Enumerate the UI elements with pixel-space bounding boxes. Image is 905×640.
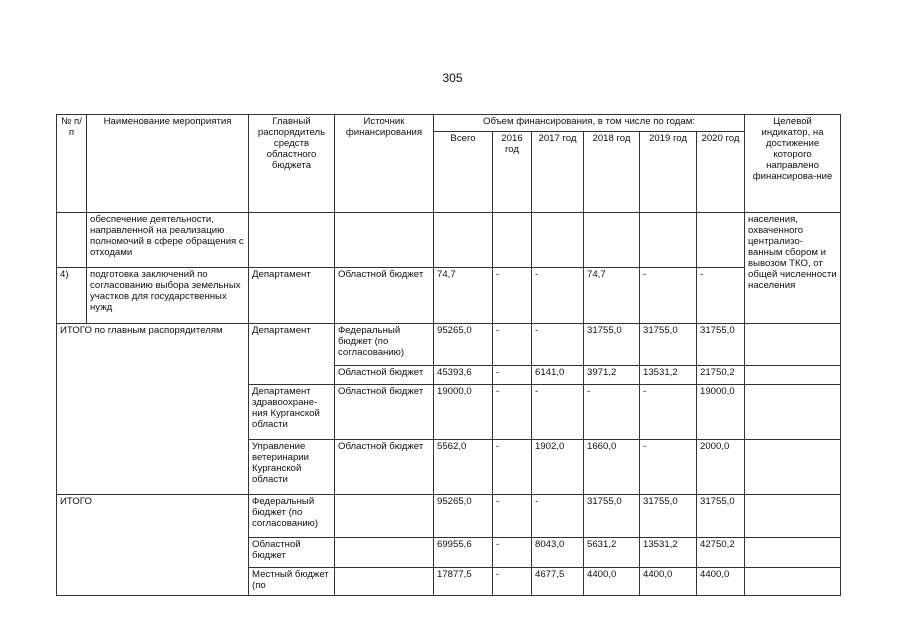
itogo-managers-source: Областной бюджет bbox=[335, 366, 434, 385]
header-source: Источник финансирования bbox=[335, 115, 434, 213]
itogo-managers-y2019: 13531,2 bbox=[640, 366, 697, 385]
itogo-managers-y2018: - bbox=[584, 385, 640, 440]
table-row bbox=[57, 495, 841, 538]
itogo-managers-y2020: 31755,0 bbox=[697, 324, 745, 366]
row4-manager: Департамент bbox=[249, 268, 335, 324]
header-row-1 bbox=[57, 115, 841, 132]
itogo-managers-y2018: 31755,0 bbox=[584, 324, 640, 366]
itogo-y2019: 13531,2 bbox=[640, 538, 697, 568]
itogo-managers-y2018: 1660,0 bbox=[584, 440, 640, 495]
itogo-source: Местный бюджет (по bbox=[249, 568, 335, 596]
table-row bbox=[57, 324, 841, 366]
itogo-y2017: 4677,5 bbox=[532, 568, 584, 596]
itogo-y2018: 31755,0 bbox=[584, 495, 640, 538]
itogo-y2020: 31755,0 bbox=[697, 495, 745, 538]
itogo-total: 17877,5 bbox=[434, 568, 493, 596]
itogo-managers-total: 45393,6 bbox=[434, 366, 493, 385]
row4-name: подготовка заключений по согласованию выбора земельных участков для государственных нужд bbox=[87, 268, 249, 324]
header-y2016: 2016 год bbox=[493, 131, 532, 213]
itogo-total: 95265,0 bbox=[434, 495, 493, 538]
header-y2017: 2017 год bbox=[532, 131, 584, 213]
financing-table bbox=[56, 114, 841, 596]
itogo-managers-y2017: - bbox=[532, 324, 584, 366]
itogo-managers-source: Областной бюджет bbox=[335, 385, 434, 440]
itogo-managers-total: 5562,0 bbox=[434, 440, 493, 495]
header-manager: Главный распорядитель средств областного бюджета bbox=[249, 115, 335, 213]
row4-source: Областной бюджет bbox=[335, 268, 434, 324]
header-name: Наименование мероприятия bbox=[87, 115, 249, 213]
itogo-y2016: - bbox=[493, 495, 532, 538]
itogo-managers-y2016: - bbox=[493, 324, 532, 366]
row4-y2018: 74,7 bbox=[584, 268, 640, 324]
header-volume: Объем финансирования, в том числе по годам: bbox=[434, 115, 745, 132]
itogo-managers-total: 95265,0 bbox=[434, 324, 493, 366]
itogo-managers-y2017: 1902,0 bbox=[532, 440, 584, 495]
itogo-managers-y2019: 31755,0 bbox=[640, 324, 697, 366]
header-y2018: 2018 год bbox=[584, 131, 640, 213]
itogo-managers-y2018: 3971,2 bbox=[584, 366, 640, 385]
itogo-managers-total: 19000,0 bbox=[434, 385, 493, 440]
row-cont-indicator: населения, охваченного централизо-ванным сбором и вывозом ТКО, от общей численности населения bbox=[745, 213, 841, 324]
itogo-source: Федеральный бюджет (по согласованию) bbox=[249, 495, 335, 538]
itogo-y2016: - bbox=[493, 538, 532, 568]
itogo-y2017: 8043,0 bbox=[532, 538, 584, 568]
itogo-managers-y2017: - bbox=[532, 385, 584, 440]
itogo-managers-y2019: - bbox=[640, 385, 697, 440]
row4-y2019: - bbox=[640, 268, 697, 324]
itogo-y2016: - bbox=[493, 568, 532, 596]
itogo-total: 69955,6 bbox=[434, 538, 493, 568]
itogo-managers-source: Федеральный бюджет (по согласованию) bbox=[335, 324, 434, 366]
itogo-managers-source: Областной бюджет bbox=[335, 440, 434, 495]
page-number: 305 bbox=[442, 71, 463, 85]
itogo-managers-label: ИТОГО по главным распорядителям bbox=[57, 324, 249, 495]
itogo-managers-y2016: - bbox=[493, 366, 532, 385]
itogo-y2019: 4400,0 bbox=[640, 568, 697, 596]
header-y2019: 2019 год bbox=[640, 131, 697, 213]
itogo-managers-y2020: 2000,0 bbox=[697, 440, 745, 495]
itogo-managers-y2020: 19000,0 bbox=[697, 385, 745, 440]
table-row bbox=[57, 213, 841, 268]
itogo-label: ИТОГО bbox=[57, 495, 249, 596]
row4-y2017: - bbox=[532, 268, 584, 324]
row4-total: 74,7 bbox=[434, 268, 493, 324]
header-num: № п/п bbox=[57, 115, 87, 213]
itogo-source: Областной бюджет bbox=[249, 538, 335, 568]
itogo-managers-y2019: - bbox=[640, 440, 697, 495]
itogo-managers-manager-3: Управление ветеринарии Курганской области bbox=[249, 440, 335, 495]
itogo-managers-y2020: 21750,2 bbox=[697, 366, 745, 385]
itogo-y2018: 5631,2 bbox=[584, 538, 640, 568]
row4-y2020: - bbox=[697, 268, 745, 324]
itogo-y2019: 31755,0 bbox=[640, 495, 697, 538]
itogo-managers-y2017: 6141,0 bbox=[532, 366, 584, 385]
header-y2020: 2020 год bbox=[697, 131, 745, 213]
itogo-y2020: 42750,2 bbox=[697, 538, 745, 568]
row-cont-name: обеспечение деятельности, направленной на реализацию полномочий в сфере обращения с отходами bbox=[87, 213, 249, 268]
itogo-managers-manager-0: Департамент bbox=[249, 324, 335, 385]
itogo-managers-manager-2: Департамент здравоохране-ния Курганской области bbox=[249, 385, 335, 440]
header-total: Всего bbox=[434, 131, 493, 213]
row4-y2016: - bbox=[493, 268, 532, 324]
itogo-managers-y2016: - bbox=[493, 385, 532, 440]
itogo-y2017: - bbox=[532, 495, 584, 538]
header-indicator: Целевой индикатор, на достижение которого направлено финансирова-ние bbox=[745, 115, 841, 213]
itogo-y2018: 4400,0 bbox=[584, 568, 640, 596]
table-row bbox=[57, 268, 841, 324]
itogo-y2020: 4400,0 bbox=[697, 568, 745, 596]
row4-num: 4) bbox=[57, 268, 87, 324]
itogo-managers-y2016: - bbox=[493, 440, 532, 495]
